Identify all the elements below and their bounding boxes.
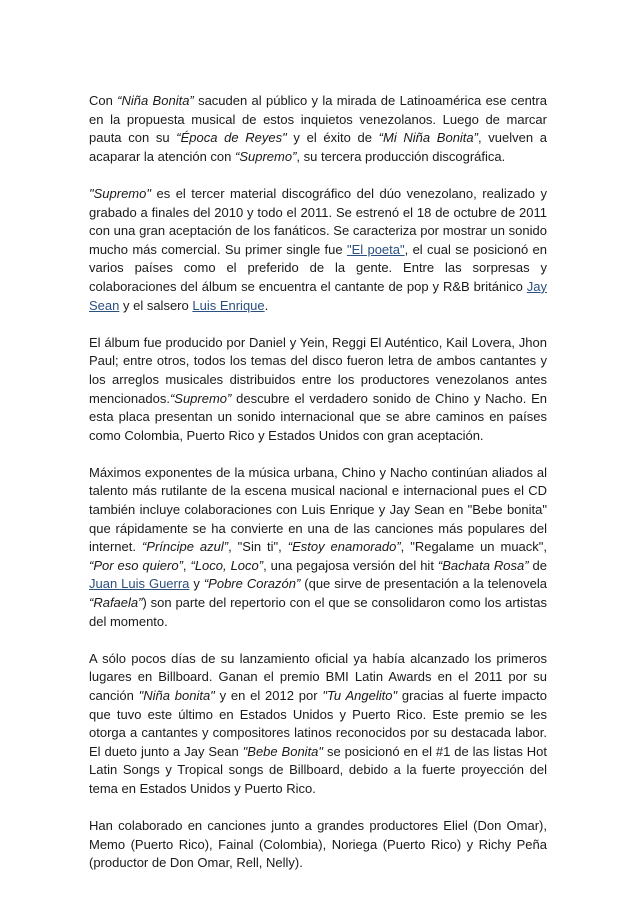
italic-text: “Supremo” <box>169 390 232 406</box>
italic-text: "Bebe Bonita" <box>242 743 324 759</box>
inline-link[interactable]: Jay Sean <box>89 278 547 313</box>
paragraph <box>89 334 547 446</box>
italic-text: "Supremo" <box>89 185 151 201</box>
text-run: . <box>264 297 269 313</box>
text-run: , vuelven a acaparar la atención con <box>89 130 547 164</box>
text-run: y en el 2012 por <box>214 688 323 703</box>
text-run: sacuden al público y la mirada de Latinoamérica ese centra en la propuesta musical de estos inquietos venezolanos. Luego de marcar pauta con su <box>89 93 547 146</box>
inline-link[interactable]: Juan Luis Guerra <box>89 576 190 592</box>
italic-text: "Tu Angelito" <box>322 688 398 703</box>
paragraph <box>89 464 547 631</box>
paragraph <box>89 817 547 873</box>
text-run: A sólo pocos días de su lanzamiento oficial ya había alcanzado los primeros lugares en Billboard. Ganan el premio BMI Latin Awards en el 2011 por su canción <box>89 650 547 703</box>
inline-link[interactable]: Luis Enrique <box>192 297 265 313</box>
text-run: y el éxito de <box>286 130 379 146</box>
text-run: se posicionó en el #1 de las listas Hot Latin Songs y Tropical songs de Billboard, debido a la fuerte proyección del tema en Estados Unidos y Puerto Rico. <box>89 743 547 796</box>
text-run: y <box>189 576 204 592</box>
document-page <box>89 92 547 892</box>
text-run: El álbum fue producido por Daniel y Yein, Reggi El Auténtico, Kail Lovera, Jhon Paul; entre otros, todos los temas del disco fueron letra de ambos cantantes y los arreglos musicales distribuidos entre los productores venezolanos antes mencionados. <box>89 334 547 406</box>
paragraph <box>89 92 547 166</box>
paragraph <box>89 185 547 315</box>
italic-text: “Supremo” <box>234 148 297 164</box>
inline-link[interactable]: "El poeta" <box>346 241 405 257</box>
text-run: y el salsero <box>119 297 193 313</box>
text-run: , "Regalame un muack", <box>400 539 548 555</box>
paragraph <box>89 650 547 799</box>
text-run: , una pegajosa versión del hit <box>263 557 438 573</box>
italic-text: “Loco, Loco” <box>190 557 264 573</box>
text-run: gracias al fuerte impacto que tuvo este último en Estados Unidos y Puerto Rico. Este premio se les otorga a cantantes y compositores latinos reconocidos por su destacada labor. El dueto junto a Jay Sean <box>89 688 548 759</box>
text-run: Han colaborado en canciones junto a grandes productores Eliel (Don Omar), Memo (Puerto Rico), Fainal (Colombia), Noriega (Puerto Rico) y Richy Peña (productor de Don Omar, Rell, Nelly). <box>89 818 547 871</box>
text-run: , su tercera producción discográfica. <box>296 148 506 164</box>
italic-text: “Estoy enamorado” <box>287 539 401 555</box>
text-run: (que sirve de presentación a la telenovela <box>300 576 547 592</box>
text-run: , el cual se posicionó en varios países como el preferido de la gente. Entre las sorpresas y colaboraciones del álbum se encuentra el cantante de pop y R&B británico <box>89 241 548 294</box>
text-run: de <box>528 557 547 573</box>
italic-text: "Niña bonita" <box>138 688 215 703</box>
text-run: Con <box>89 93 118 108</box>
text-run: ) son parte del repertorio con el que se consolidaron como los artistas del momento. <box>89 595 547 629</box>
italic-text: “Rafaela” <box>89 595 143 611</box>
italic-text: “Príncipe azul” <box>141 539 229 555</box>
italic-text: “Época de Reyes" <box>176 130 287 146</box>
text-run: , "Sin ti", <box>228 539 288 555</box>
italic-text: “Pobre Corazón” <box>203 576 301 592</box>
italic-text: “Mi Niña Bonita” <box>378 130 478 146</box>
text-run: es el tercer material discográfico del dúo venezolano, realizado y grabado a finales del 2010 y todo el 2011. Se estrenó el 18 de octubre de 2011 con una gran aceptación de los fanáticos. Se caracteriza por mostrar un sonido mucho más comercial. Su primer single fue <box>89 185 547 257</box>
italic-text: “Niña Bonita” <box>117 93 194 108</box>
italic-text: “Por eso quiero” <box>89 557 183 573</box>
text-run: , <box>182 557 191 573</box>
text-run: Máximos exponentes de la música urbana, Chino y Nacho continúan aliados al talento más rutilante de la escena musical nacional e internacional pues el CD también incluye colaboraciones con Luis Enrique y Jay Sean en "Bebe bonita" que rápidamente se ha convierte en una de las canciones más populares del internet. <box>89 464 547 555</box>
text-run: descubre el verdadero sonido de Chino y Nacho. En esta placa presentan un sonido internacional que se abre caminos en países como Colombia, Puerto Rico y Estados Unidos con gran aceptación. <box>89 390 547 443</box>
italic-text: “Bachata Rosa” <box>437 557 529 573</box>
